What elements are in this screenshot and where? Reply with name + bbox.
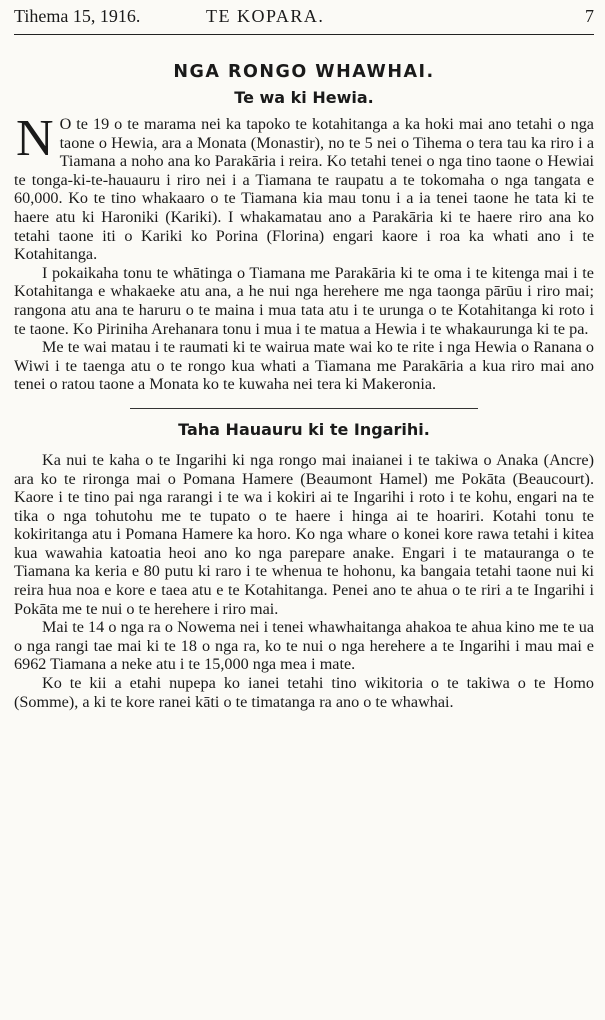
section-heading-hewia: Te wa ki Hewia.	[234, 88, 374, 107]
section-divider	[130, 408, 478, 409]
paragraph: Me te wai matau i te raumati ki te wairua mate wai ko te rite i nga Hewia o Ranana o Wiwi i te taenga atu o te rongo kua whati a Tiamana me Parakāria a kua riro mai ano tenei o ratou taone a Monata ko te kuwaha nei tera ki Makeronia.	[14, 338, 594, 394]
paragraph: I pokaikaha tonu te whātinga o Tiamana me Parakāria ki te oma i te kitenga mai i te Kotahitanga e whakaeke atu ana, a he nui nga herehere me nga taonga pārūu i riro mai; rangona atu ana te haruru o te maina i mua tata atu i te urunga o te Kotahitanga ki roto i te taone. Ko Piriniha Arehanara tonu i mua i te matua a Hewia i te whakaurunga ki te pa.	[14, 263, 594, 338]
page-header	[14, 6, 594, 35]
section-body-hewia	[14, 110, 594, 394]
paragraph	[14, 110, 594, 264]
paragraph: Ka nui te kaha o te Ingarihi ki nga rongo mai inaianei i te takiwa o Anaka (Ancre) ara ko te rironga mai o Pomana Hamere (Beaumont Hamel) me Pokāta (Beaucourt). Kaore i te tino pai nga rarangi i te wa i kokiri ai te Ingarihi i roto i te kohu, engari na te tika o nga tohutohu me te tupato o te haere i hinga ai te hoariri. Kotahi tonu te kokiritanga atu i Pomana Hamere ka horo. Ko nga whare o konei kore rawa tetahi i kitea kua wawahia katoatia heoi ano ko nga parepare anake. Engari i te matauranga o te Tiamana ka keria e 80 putu ki raro i te whenua te hohonu, ka bangaia tetahi taone nui ki reira hua noa e kore e taea atu e te Kotahitanga. Penei ano te ahua o te riri a te Ingarihi i Pokāta me te nui o te herehere i riro mai.	[14, 450, 594, 618]
article-title: NGA RONGO WHAWHAI.	[173, 62, 435, 82]
drop-cap: N	[16, 110, 54, 167]
newspaper-page	[14, 6, 594, 711]
paragraph: Mai te 14 o nga ra o Nowema nei i tenei whawhaitanga ahakoa te ahua kino me te ua o nga rangi tae mai ki te 18 o nga ra, ko te nui o nga herehere a te Ingarihi i mau mai e 6962 Tiamana a neke atu i te 15,000 nga mea i mate.	[14, 618, 594, 674]
section-heading-ingarihi: Taha Hauauru ki te Ingarihi.	[178, 419, 430, 439]
publication-title: TE KOPARA.	[206, 6, 325, 26]
issue-date: Tihema 15, 1916.	[14, 6, 141, 26]
section-body-ingarihi	[14, 451, 594, 711]
paragraph: Ko te kii a etahi nupepa ko ianei tetahi tino wikitoria o te takiwa o te Homo (Somme), a ki te kore ranei kāti o te timatanga ra ano o te whawhai.	[14, 674, 594, 711]
page-number: 7	[585, 6, 594, 26]
paragraph-text: O te 19 o te marama nei ka tapoko te kotahitanga a ka hoki mai ano tetahi o nga taone o Hewia, ara a Monata (Monastir), no te 5 nei o Tihema o tera tau ka riro i a Tiamana a noho ana ko Parakāria i reira. Ko tetahi tenei o nga tino taone o Hewiai te tonga-ki-te-hauauru i riro nei i a Tiamana te raupatu a te tokomaha o nga tangata e 60,000. Ko te tino whakaaro o te Tiamana kia mau tonu i a ia tenei taone he tata ki te haere atu ki Haroniki (Kariki). I whakamatau ano a Parakāria ki te haere riro ana ko tetahi taone iti o Kariki ko Porina (Florina) engari kaore i roa ka whati ano i te Kotahitanga.	[14, 115, 594, 264]
